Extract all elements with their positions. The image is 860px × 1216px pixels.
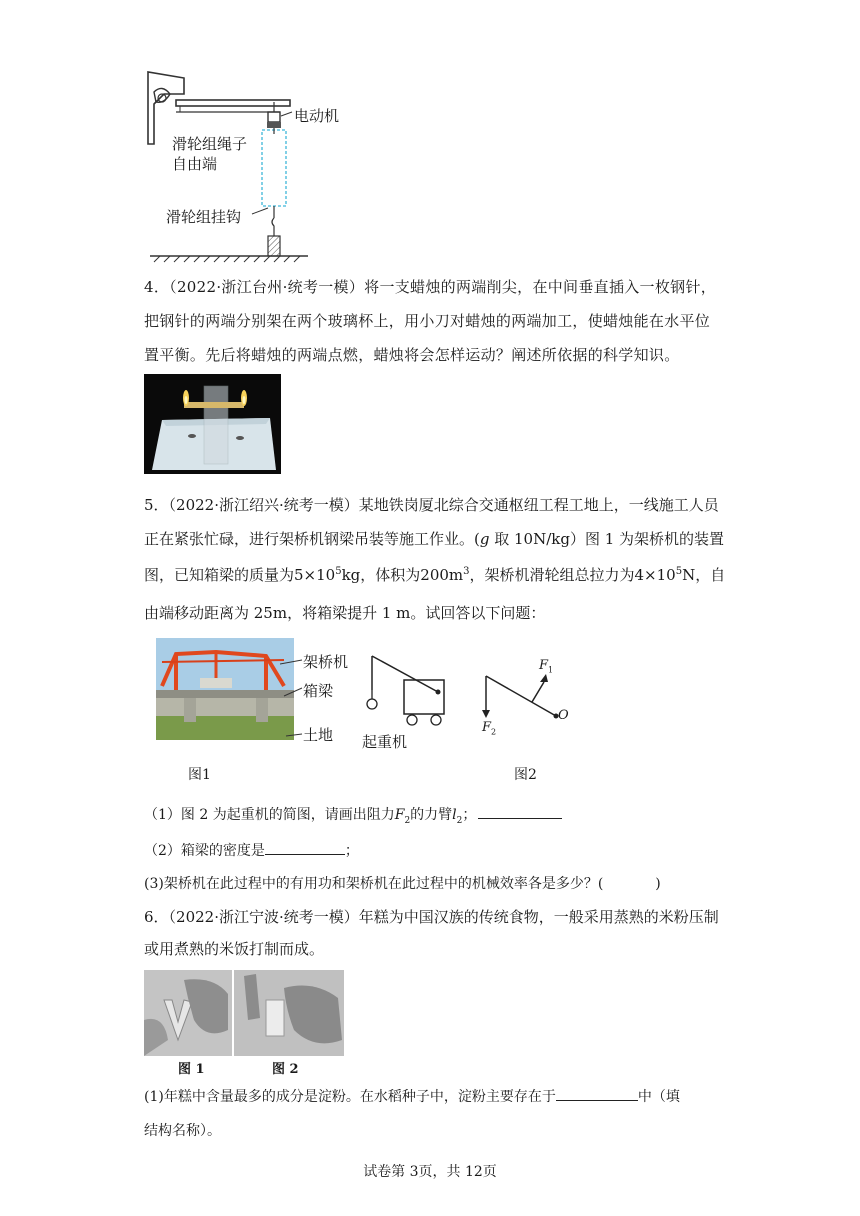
q5-sub1-l: l [452, 807, 457, 823]
hook-label: 滑轮组挂钩 [166, 208, 242, 226]
f1-letter: F [539, 658, 549, 673]
q5-sub1-l-sub: 2 [456, 815, 463, 826]
f1-label [539, 658, 553, 675]
rice-cake-photo-2 [234, 970, 344, 1056]
q5-line3-d: N，自 [682, 566, 726, 584]
q5-line3-b: kg，体积为200m [341, 566, 464, 584]
question-4-text: 4．（2022·浙江台州·统考一模）将一支蜡烛的两端削尖，在中间垂直插入一枚钢针，把钢针的两端分别架在两个玻璃杯上，用小刀对蜡烛的两端加工，使蜡烛能在水平位置平衡。先后将蜡烛的两端点燃，蜡烛将会怎样运动？阐述所依据的科学知识。 [144, 278, 717, 364]
q5-line3-a: 图，已知箱梁的质量为5×10 [144, 566, 336, 584]
q5-g-symbol: g [479, 530, 490, 548]
question-5-line-2 [144, 528, 724, 549]
q5-exp-1: 5 [335, 566, 342, 577]
bridge-machine-photo [156, 638, 294, 740]
q5-sub-3 [144, 873, 661, 893]
question-6-line-1: 6．（2022·浙江宁波·统考一模）年糕为中国汉族的传统食物，一般采用蒸熟的米粉压制 [144, 908, 719, 926]
q5-sub3-end: ) [655, 876, 661, 892]
q5-sub2-a: （2）箱梁的密度是 [144, 843, 265, 859]
answer-blank-q5-1[interactable] [478, 804, 562, 819]
question-5-line-1: 5．（2022·浙江绍兴·统考一模）某地铁岗厦北综合交通枢纽工程工地上，一线施工人员 [144, 496, 719, 514]
q5-sub1-c: ； [462, 807, 477, 823]
f2-label [482, 720, 496, 737]
motor-label: 电动机 [294, 107, 340, 125]
fig1-label-bridge-machine: 架桥机 [303, 653, 349, 671]
q6-sub-1 [144, 1086, 680, 1106]
fig1-caption: 图1 [188, 767, 211, 783]
fig1-label-land: 土地 [303, 726, 334, 744]
q5-sub1-a: （1）图 2 为起重机的简图，请画出阻力 [144, 807, 395, 823]
q5-line2-b: 取 10N/kg）图 1 为架桥机的装置 [489, 530, 725, 548]
fig1-label-box-girder: 箱梁 [303, 682, 334, 700]
q6-fig2-caption: 图 2 [272, 1062, 299, 1077]
q5-sub1-b: 的力臂 [410, 807, 453, 823]
q5-sub1-F-sub: 2 [404, 815, 411, 826]
fig2-caption: 图2 [514, 767, 537, 783]
f2-subscript: 2 [491, 727, 497, 737]
q5-exp-3: 5 [675, 566, 683, 577]
q5-line3-c: ，架桥机滑轮组总拉力为4×10 [469, 566, 676, 584]
f1-subscript: 1 [548, 665, 554, 675]
q6-sub1-b: 中（填 [637, 1089, 680, 1105]
answer-blank-q5-2[interactable] [265, 840, 345, 855]
question-5-line-3 [144, 564, 725, 585]
rice-cake-photo-1 [144, 970, 232, 1056]
q5-sub-1 [144, 804, 562, 826]
page-footer: 试卷第 3页，共 12页 [363, 1164, 497, 1180]
q5-sub2-b: ； [344, 843, 359, 859]
o-label: O [558, 708, 569, 723]
q5-sub-2 [144, 840, 359, 860]
q6-fig1-caption: 图 1 [178, 1062, 205, 1077]
question-6-line-2: 或用煮熟的米饭打制而成。 [144, 940, 325, 958]
rope-label-2: 自由端 [172, 155, 218, 173]
q5-line2-a: 正在紧张忙碌，进行架桥机钢梁吊装等施工作业。( [144, 530, 480, 548]
question-5-line-4: 由端移动距离为 25m，将箱梁提升 1 m。试回答以下问题： [144, 604, 546, 622]
crane-diagram [360, 650, 460, 730]
q6-sub1-a: (1)年糕中含量最多的成分是淀粉。在水稻种子中，淀粉主要存在于 [144, 1089, 556, 1105]
crane-label: 起重机 [362, 733, 408, 751]
answer-blank-q6-1[interactable] [556, 1086, 638, 1101]
candle-photo [144, 374, 281, 474]
q5-sub1-F: F [394, 807, 405, 823]
q5-exp-2: 3 [463, 566, 470, 577]
q6-sub-1-cont: 结构名称）。 [144, 1123, 221, 1139]
rope-label-1: 滑轮组绳子 [172, 135, 248, 153]
f2-letter: F [482, 720, 492, 735]
q5-sub3-text: (3)架桥机在此过程中的有用功和架桥机在此过程中的机械效率各是多少？( [144, 876, 604, 892]
